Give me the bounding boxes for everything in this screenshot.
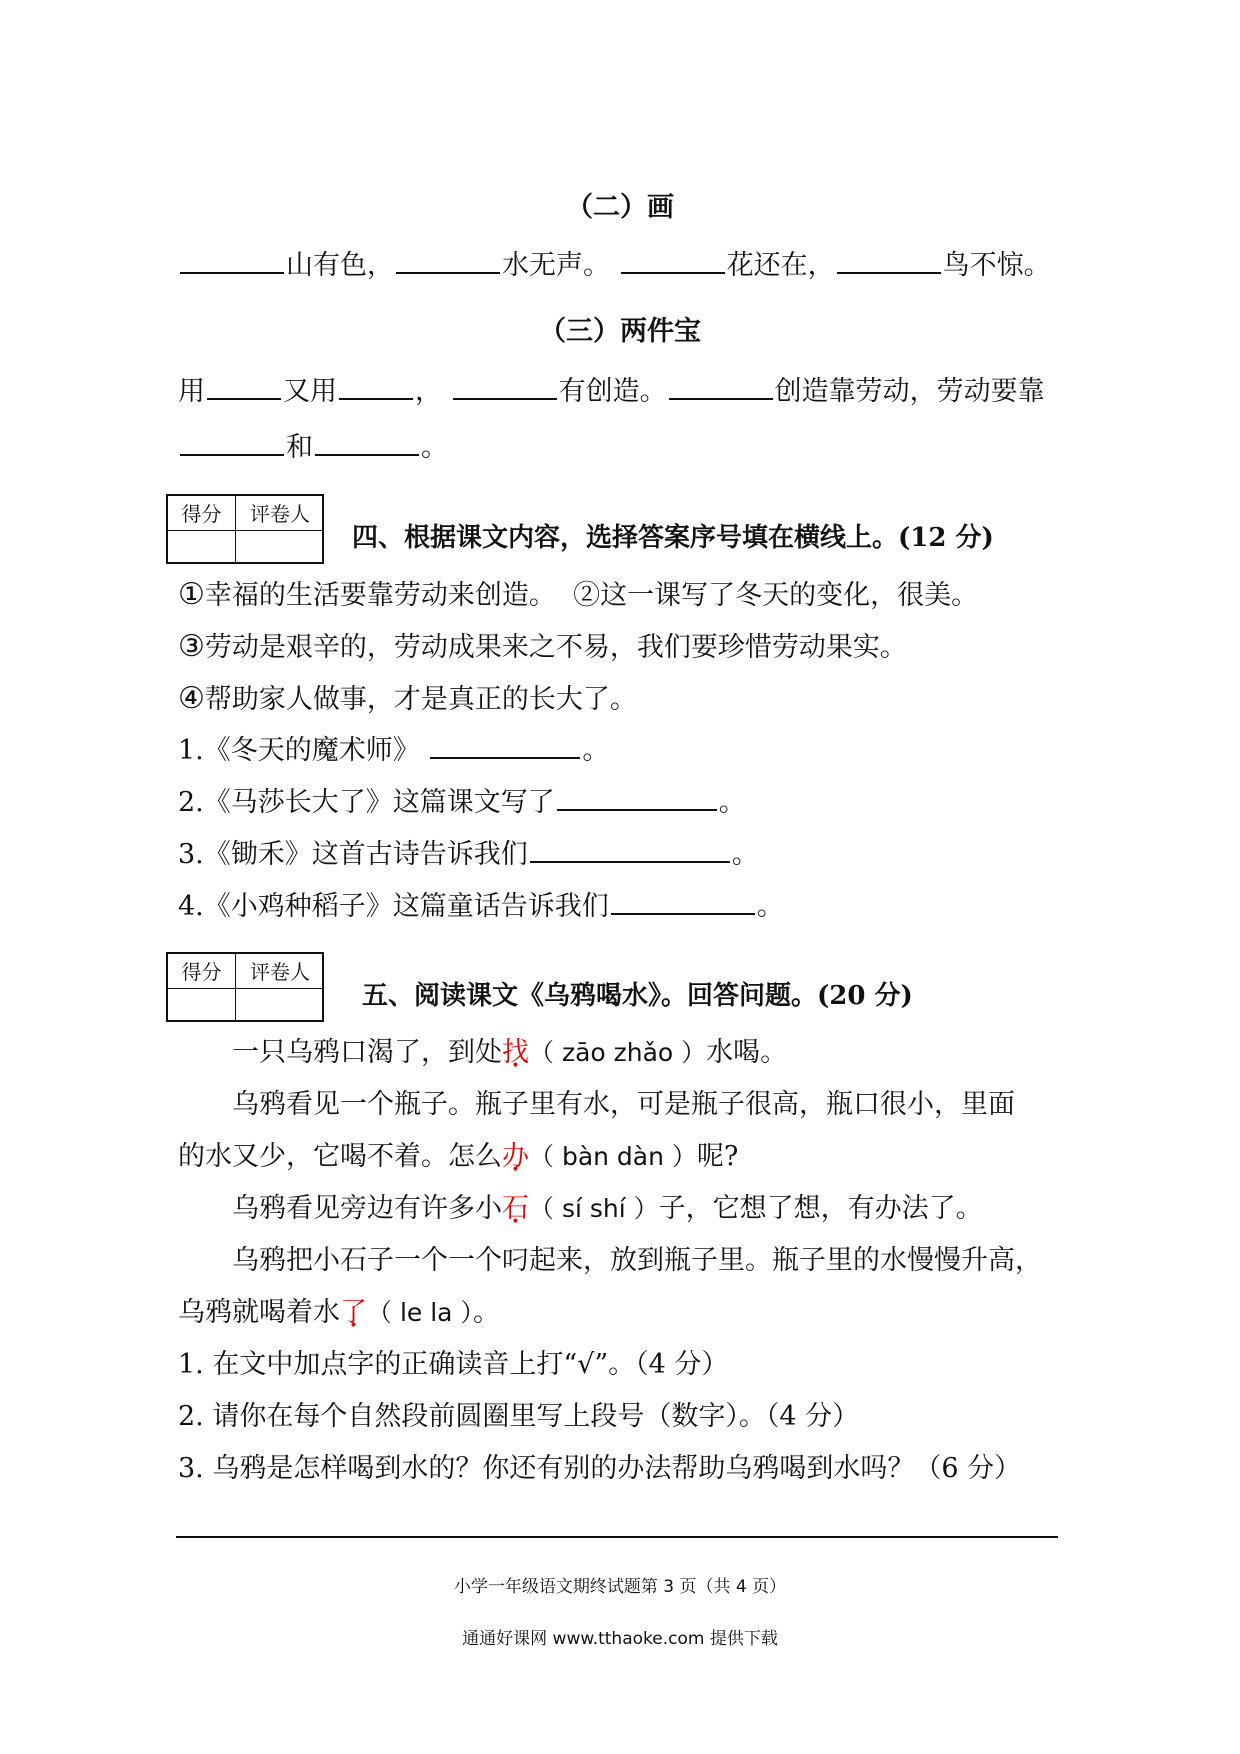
- text: 帮助家人做事，才是真正的长大了。: [204, 684, 637, 715]
- paragraph-4-line1: [232, 1241, 1042, 1281]
- option-4: [178, 679, 637, 720]
- blank[interactable]: [396, 246, 500, 274]
- answer-blank[interactable]: [530, 835, 730, 863]
- part3-title: （三）两件宝: [539, 316, 701, 347]
- text: 4.《小鸡种稻子》这篇童话告诉我们: [178, 891, 609, 922]
- part2-line: [178, 246, 1051, 286]
- score-label: 得分: [181, 960, 222, 984]
- pinyin-options[interactable]: （ sí shí ）: [529, 1194, 659, 1223]
- text: 水无声。: [502, 250, 610, 281]
- blank[interactable]: [315, 428, 419, 456]
- answer-blank[interactable]: [611, 887, 755, 915]
- text: 。: [582, 735, 610, 766]
- text: 用: [178, 376, 205, 407]
- dotted-char: 找: [502, 1037, 529, 1068]
- option-1: [178, 575, 978, 616]
- s5-question-1: 1. 在文中加点字的正确读音上打“√”。（4 分）: [178, 1349, 729, 1380]
- grader-label: 评卷人: [250, 960, 310, 984]
- pinyin-options[interactable]: （ zāo zhǎo ）: [529, 1038, 707, 1067]
- blank[interactable]: [621, 246, 725, 274]
- text: 幸福的生活要靠劳动来创造。: [204, 580, 556, 611]
- text: 乌鸦就喝着水: [178, 1297, 340, 1328]
- question-4: [178, 887, 784, 927]
- circled-number: ③: [178, 629, 205, 664]
- circled-number: ④: [178, 681, 205, 716]
- part3-line2: [178, 428, 448, 468]
- text: ②这一课写了冬天的变化，很美。: [573, 580, 979, 611]
- blank[interactable]: [453, 372, 557, 400]
- blank[interactable]: [669, 372, 773, 400]
- text: 1.《冬天的魔术师》: [178, 735, 420, 766]
- text: 山有色，: [286, 250, 394, 281]
- paragraph-4-line2: [178, 1293, 500, 1333]
- option-3: [178, 627, 907, 668]
- text: 又用: [283, 376, 337, 407]
- text: 乌鸦看见一个瓶子。瓶子里有水，可是瓶子很高，瓶口很小，里面: [232, 1089, 1015, 1120]
- text: 。: [731, 839, 759, 870]
- text: 2.《马莎长大了》这篇课文写了: [178, 787, 555, 818]
- text: 。: [421, 432, 448, 463]
- score-box: [166, 494, 324, 564]
- blank[interactable]: [180, 246, 284, 274]
- text: 3.《锄禾》这首古诗告诉我们: [178, 839, 528, 870]
- paragraph-3: [232, 1189, 983, 1229]
- dotted-char: 办: [502, 1141, 529, 1172]
- circled-number: ①: [178, 577, 205, 612]
- text: 花还在，: [726, 250, 835, 281]
- part2-title: （二）画: [566, 192, 674, 223]
- paragraph-2-line2: [178, 1137, 738, 1177]
- paragraph-1: [232, 1033, 787, 1073]
- text: 创造靠劳动，劳动要靠: [774, 376, 1045, 407]
- answer-blank[interactable]: [430, 731, 580, 759]
- text: 鸟不惊。: [942, 250, 1051, 281]
- s5-question-2: 2. 请你在每个自然段前圆圈里写上段号（数字）。（4 分）: [178, 1401, 860, 1432]
- grader-label: 评卷人: [250, 502, 310, 526]
- text: 子，它想了想，有办法了。: [658, 1193, 983, 1224]
- text: ，: [415, 376, 442, 407]
- text: 水喝。: [706, 1037, 788, 1068]
- pinyin-options[interactable]: （ bàn dàn ）: [529, 1142, 697, 1171]
- section4-heading: 四、根据课文内容，选择答案序号填在横线上。(12 分): [352, 523, 994, 553]
- text: 和: [286, 432, 313, 463]
- paragraph-2-line1: [232, 1085, 1015, 1125]
- text: 的水又少，它喝不着。怎么: [178, 1141, 502, 1172]
- question-1: [178, 731, 609, 771]
- text: 一只乌鸦口渴了，到处: [232, 1037, 502, 1068]
- blank[interactable]: [180, 428, 284, 456]
- text: 呢?: [696, 1141, 739, 1172]
- part3-line1: [178, 372, 1045, 412]
- text: 乌鸦看见旁边有许多小: [232, 1193, 502, 1224]
- text: 劳动是艰辛的，劳动成果来之不易，我们要珍惜劳动果实。: [204, 632, 907, 663]
- page-footer: 小学一年级语文期终试题第 3 页（共 4 页）: [453, 1577, 787, 1597]
- score-label: 得分: [181, 502, 222, 526]
- blank[interactable]: [207, 372, 281, 400]
- text: 有创造。: [558, 376, 667, 407]
- site-footer: 通通好课网 www.tthaoke.com 提供下载: [462, 1629, 778, 1649]
- question-2: [178, 783, 746, 823]
- text: 。: [472, 1297, 500, 1328]
- blank[interactable]: [339, 372, 413, 400]
- dotted-char: 了: [340, 1297, 367, 1328]
- text: 乌鸦把小石子一个一个叼起来，放到瓶子里。瓶子里的水慢慢升高，: [232, 1245, 1042, 1276]
- question-3: [178, 835, 759, 875]
- section5-heading: 五、阅读课文《乌鸦喝水》。回答问题。(20 分): [362, 981, 913, 1011]
- text: 。: [718, 787, 746, 818]
- score-box: [166, 952, 324, 1022]
- text: 。: [756, 891, 784, 922]
- footer-rule: [176, 1536, 1058, 1538]
- pinyin-options[interactable]: （ le la ）: [367, 1298, 473, 1327]
- answer-blank[interactable]: [557, 783, 717, 811]
- blank[interactable]: [837, 246, 941, 274]
- dotted-char: 石: [502, 1193, 529, 1224]
- s5-question-3: 3. 乌鸦是怎样喝到水的？你还有别的办法帮助乌鸦喝到水吗？（6 分）: [178, 1453, 1022, 1484]
